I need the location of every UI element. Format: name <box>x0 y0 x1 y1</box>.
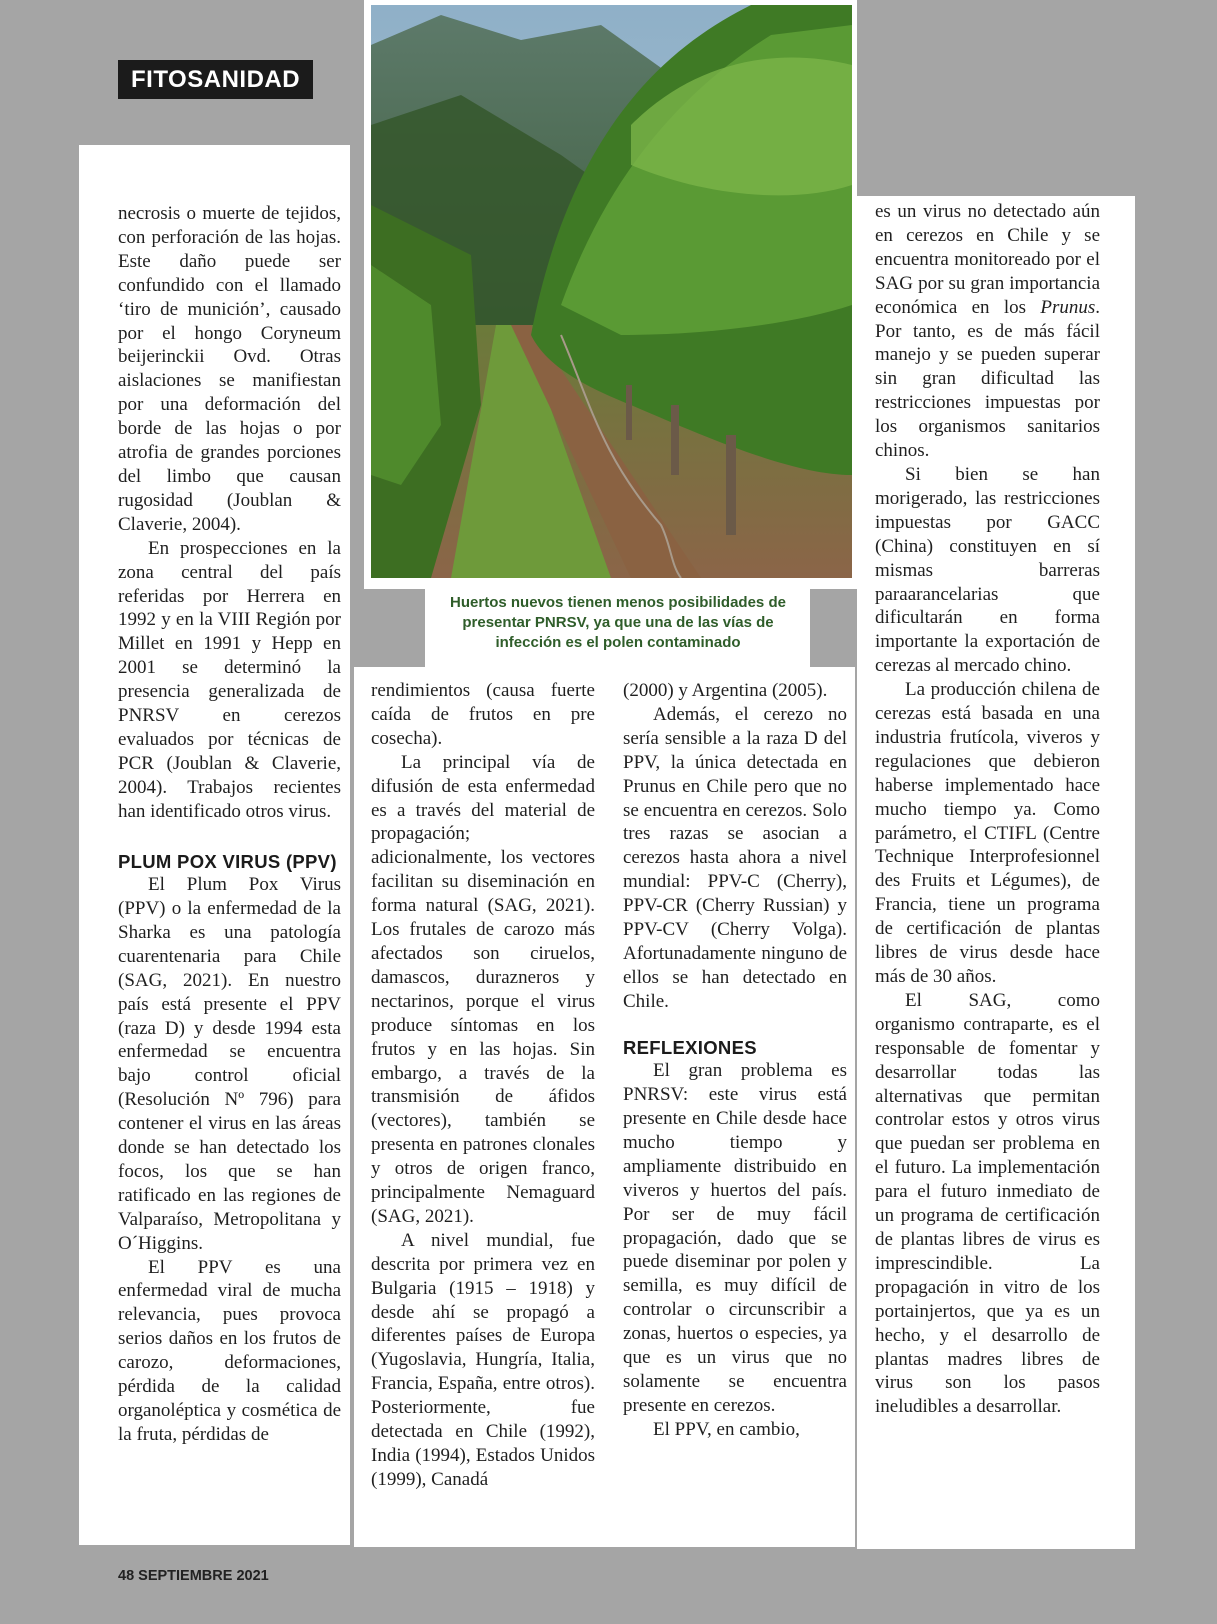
paragraph: El PPV es una enfermedad viral de mucha relevancia, pues provoca serios daños en los frutos de carozo, deformaciones, pérdida de la calidad organoléptica y cosmética de la fruta, pérdidas de <box>118 1256 341 1445</box>
paragraph: La producción chilena de cerezas está basada en una industria frutícola, viveros y regulaciones que debieron haberse implementado hace mucho tiempo ya. Como parámetro, el CTIFL (Centre Technique Interprofesionnel des Fruits et Légumes), de Francia, tiene un programa de certificación de plantas libres de virus desde hace más de 30 años. <box>875 679 1100 987</box>
text-run: es un virus no detectado aún en cerezos en Chile y se encuentra monitoreado por el SAG por su gran importancia económica en los <box>875 201 1100 318</box>
article-column-2 <box>371 679 595 1492</box>
paragraph: (2000) y Argentina (2005). <box>623 680 828 701</box>
paragraph: Si bien se han morigerado, las restricciones impuestas por GACC (China) constituyen en sí mismas barreras paraarancelarias que dificultarán en forma importante la exportación de cerezas al mercado chino. <box>875 463 1100 677</box>
paragraph: El Plum Pox Virus (PPV) o la enfermedad de la Sharka es una patología cuarentenaria para Chile (SAG, 2021). En nuestro país está presente el PPV (raza D) y desde 1994 esta enfermedad se encuentra bajo control oficial (Resolución Nº 796) para contener el virus en las áreas donde se han detectado los focos, los que se han ratificado en las regiones de Valparaíso, Metropolitana y O´Higgins. <box>118 874 341 1254</box>
paragraph: El SAG, como organismo contraparte, es el responsable de fomentar y desarrollar todas las alternativas que permitan controlar estos y otros virus que puedan ser problema en el futuro. La implementación para el futuro inmediato de un programa de certificación de plantas libres de virus es imprescindible. La propagación in vitro de los portainjertos, que ya es un hecho, y el desarrollo de plantas madres libres de virus son los pasos ineludibles a desarrollar. <box>875 989 1100 1418</box>
emphasis-prunus: Prunus <box>1040 296 1096 318</box>
paragraph: rendimientos (causa fuerte caída de frutos en pre cosecha). <box>371 680 595 749</box>
paragraph <box>875 200 1100 463</box>
article-column-1 <box>118 202 341 1447</box>
page-footer: 48 SEPTIEMBRE 2021 <box>118 1568 269 1584</box>
paragraph: A nivel mundial, fue descrita por primera vez en Bulgaria (1915 – 1918) y desde ahí se propagó a diferentes países de Europa (Yugoslavia, Hungría, Italia, Francia, España, entre otros). Posteriormente, fue detectada en Chile (1992), India (1994), Estados Unidos (1999), Canadá <box>371 1229 595 1490</box>
section-tag: FITOSANIDAD <box>118 60 313 99</box>
article-column-4 <box>875 200 1100 1419</box>
orchard-photo <box>371 5 852 578</box>
section-heading-ppv: PLUM POX VIRUS (PPV) <box>118 850 337 872</box>
paragraph: necrosis o muerte de tejidos, con perforación de las hojas. Este daño puede ser confundido con el llamado ‘tiro de munición’, causado por el hongo Coryneum beijerinckii Ovd. Otras aislaciones se manifiestan por una deformación del borde de las hojas o por atrofia de grandes porciones del limbo que causan rugosidad (Joublan & Claverie, 2004). <box>118 203 341 535</box>
paragraph: En prospecciones en la zona central del país referidas por Herrera en 1992 y en la VIII Región por Millet en 1991 y Hepp en 2001 se determinó la presencia generalizada de PNRSV en cerezos evaluados por técnicas de PCR (Joublan & Claverie, 2004). Trabajos recientes han identificado otros virus. <box>118 537 341 822</box>
article-column-3 <box>623 679 847 1442</box>
paragraph: El gran problema es PNRSV: este virus está presente en Chile desde hace mucho tiempo y ampliamente distribuido en viveros y huertos del país. Por ser de muy fácil propagación, dado que se puede diseminar por polen y semilla, es muy difícil de controlar o circunscribir a zonas, huertos o especies, ya que es un virus que no solamente se encuentra presente en cerezos. <box>623 1060 847 1416</box>
paragraph: Además, el cerezo no sería sensible a la raza D del PPV, la única detectada en Prunus en Chile pero que no se encuentra en cerezos. Solo tres razas se asocian a cerezos hasta ahora a nivel mundial: PPV-C (Cherry), PPV-CR (Cherry Russian) y PPV-CV (Cherry Volga). Afortunadamente ninguno de ellos se han detectado en Chile. <box>623 703 847 1012</box>
text-run: . Por tanto, es de más fácil manejo y se pueden superar sin gran dificultad las restricciones impuestas por los organismos sanitarios chinos. <box>875 296 1100 462</box>
paragraph: La principal vía de difusión de esta enfermedad es a través del material de propagación; adicionalmente, los vectores facilitan su diseminación en forma natural (SAG, 2021). Los frutales de carozo más afectados son ciruelos, damascos, durazneros y nectarinos, porque el virus produce síntomas en los frutos y en las hojas. Sin embargo, a través de la transmisión de áfidos (vectores), también se presenta en patrones clonales y otros de origen franco, principalmente Nemaguard (SAG, 2021). <box>371 751 595 1227</box>
photo-caption: Huertos nuevos tienen menos posibilidades de presentar PNRSV, ya que una de las vías de infección es el polen contaminado <box>450 594 786 651</box>
section-heading-reflexiones: REFLEXIONES <box>623 1036 757 1058</box>
paragraph: El PPV, en cambio, <box>653 1418 800 1440</box>
